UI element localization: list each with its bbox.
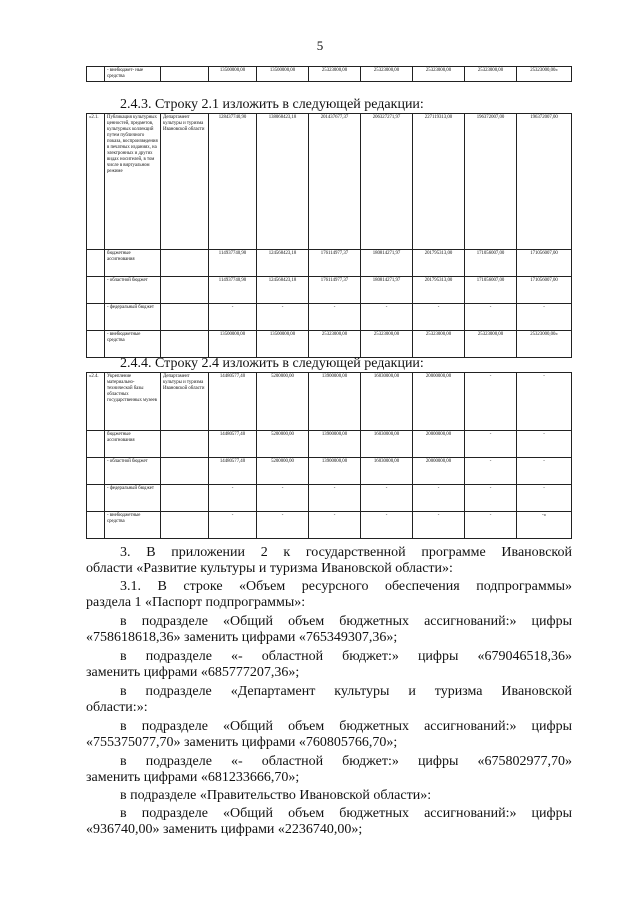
value-cell: 20000000,00 xyxy=(413,373,465,431)
value-cell: - xyxy=(517,485,572,512)
table-row xyxy=(87,331,572,358)
value-cell: - xyxy=(413,485,465,512)
department-cell xyxy=(161,250,209,277)
row-name-cell: - областной бюджет xyxy=(105,458,161,485)
paragraph-line: области:»: xyxy=(86,700,148,715)
paragraph-line: «758618618,36» заменить цифрами «765349307,36»; xyxy=(86,630,398,645)
value-cell: 5200000,00 xyxy=(257,373,309,431)
paragraph-line: в подразделе «- областной бюджет:» цифры «675802977,70» xyxy=(120,754,572,769)
value-cell: 13500000,00 xyxy=(209,331,257,358)
value-cell: 16030000,00 xyxy=(361,373,413,431)
row-name-cell: бюджетные ассигнования xyxy=(105,250,161,277)
value-cell: 25323000,00 xyxy=(309,67,361,82)
row-number-cell xyxy=(87,485,105,512)
row-number-cell xyxy=(87,512,105,539)
row-name-cell: - федеральный бюджет xyxy=(105,485,161,512)
row-name-cell: - областной бюджет xyxy=(105,277,161,304)
value-cell: 25323000,00 xyxy=(413,331,465,358)
value-cell: - xyxy=(465,304,517,331)
paragraph-government xyxy=(86,788,572,804)
value-cell: 25323000,00 xyxy=(465,331,517,358)
value-cell: 227119313,00 xyxy=(413,114,465,250)
table-row xyxy=(87,485,572,512)
heading-row-2-4: 2.4.4. Строку 2.4 изложить в следующей редакции: xyxy=(120,356,424,371)
value-cell: - xyxy=(257,304,309,331)
row-name-cell: Укрепление материально-технической базы областных государственных музеев xyxy=(105,373,161,431)
value-cell: 13500000,00 xyxy=(209,67,257,82)
value-cell: 25323000,00» xyxy=(517,67,572,82)
paragraph-line: в подразделе «Правительство Ивановской области»: xyxy=(120,788,432,803)
value-cell: 201437677,37 xyxy=(309,114,361,250)
paragraph-line: в подразделе «Общий объем бюджетных ассигнований:» цифры xyxy=(120,614,572,629)
value-cell: - xyxy=(309,485,361,512)
value-cell: 201795313,00 xyxy=(413,250,465,277)
value-cell: 171056007,00 xyxy=(517,250,572,277)
value-cell: 124568423,18 xyxy=(257,277,309,304)
value-cell: 13900000,00 xyxy=(309,431,361,458)
paragraph-total-2 xyxy=(86,719,572,751)
value-cell: 124568423,18 xyxy=(257,250,309,277)
table-row xyxy=(87,373,572,431)
table-row-2-4 xyxy=(86,372,572,539)
department-cell: Департамент культуры и туризма Ивановской области xyxy=(161,373,209,431)
value-cell: 196372007,00 xyxy=(465,114,517,250)
department-cell xyxy=(161,331,209,358)
table-row-2-1 xyxy=(86,113,572,358)
row-name-cell: бюджетные ассигнования xyxy=(105,431,161,458)
row-number-cell xyxy=(87,458,105,485)
paragraph-3 xyxy=(86,545,572,577)
value-cell: - xyxy=(517,373,572,431)
value-cell: 176114977,37 xyxy=(309,250,361,277)
value-cell: - xyxy=(465,431,517,458)
paragraph-line: в подразделе «- областной бюджет:» цифры «679046518,36» xyxy=(120,649,572,664)
department-cell: Департамент культуры и туризма Ивановской области xyxy=(161,114,209,250)
value-cell: 13500000,00 xyxy=(257,67,309,82)
paragraph-line: «936740,00» заменить цифрами «2236740,00»; xyxy=(86,822,363,837)
value-cell: 128437740,90 xyxy=(209,114,257,250)
value-cell: 25323000,00 xyxy=(361,67,413,82)
value-cell: 13500000,00 xyxy=(257,331,309,358)
value-cell: - xyxy=(361,304,413,331)
value-cell: - xyxy=(465,373,517,431)
value-cell: 14480577,40 xyxy=(209,458,257,485)
value-cell: 180814271,97 xyxy=(361,250,413,277)
value-cell: - xyxy=(309,304,361,331)
row-name-cell: - внебюджетные средства xyxy=(105,331,161,358)
value-cell: - xyxy=(413,512,465,539)
department-cell xyxy=(161,431,209,458)
paragraph-line: в подразделе «Департамент культуры и туризма Ивановской xyxy=(120,684,572,699)
value-cell: - xyxy=(361,512,413,539)
value-cell: 25323000,00» xyxy=(517,331,572,358)
value-cell: - xyxy=(465,458,517,485)
value-cell: 16030000,00 xyxy=(361,458,413,485)
department-cell xyxy=(161,277,209,304)
value-cell: - xyxy=(209,512,257,539)
value-cell: 180814271,97 xyxy=(361,277,413,304)
value-cell: 176114977,37 xyxy=(309,277,361,304)
value-cell: - xyxy=(517,304,572,331)
value-cell: 5200000,00 xyxy=(257,458,309,485)
department-cell xyxy=(161,485,209,512)
value-cell: - xyxy=(413,304,465,331)
paragraph-line: раздела 1 «Паспорт подпрограммы»: xyxy=(86,595,306,610)
paragraph-line: заменить цифрами «685777207,36»; xyxy=(86,665,300,680)
row-number-cell xyxy=(87,431,105,458)
department-cell xyxy=(161,512,209,539)
value-cell: 171056007,00 xyxy=(465,250,517,277)
value-cell: - xyxy=(209,304,257,331)
value-cell: 114937740,90 xyxy=(209,250,257,277)
paragraph-line: в подразделе «Общий объем бюджетных ассигнований:» цифры xyxy=(120,806,572,821)
value-cell: 25323000,00 xyxy=(361,331,413,358)
paragraph-3-1 xyxy=(86,579,572,611)
value-cell: 196372007,00 xyxy=(517,114,572,250)
table-row xyxy=(87,304,572,331)
value-cell: 171056007,00 xyxy=(465,277,517,304)
table-row xyxy=(87,114,572,250)
paragraph-total-3 xyxy=(86,806,572,838)
row-number-cell xyxy=(87,304,105,331)
paragraph-total-1 xyxy=(86,614,572,646)
value-cell: 25323000,00 xyxy=(413,67,465,82)
value-cell: 25323000,00 xyxy=(465,67,517,82)
paragraph-regional-2 xyxy=(86,754,572,786)
table-row xyxy=(87,512,572,539)
value-cell: - xyxy=(465,512,517,539)
paragraph-department xyxy=(86,684,572,716)
value-cell: 13900000,00 xyxy=(309,373,361,431)
value-cell: - xyxy=(465,485,517,512)
row-number-cell xyxy=(87,277,105,304)
paragraph-line: 3. В приложении 2 к государственной программе Ивановской xyxy=(120,545,572,560)
value-cell: 138068423,18 xyxy=(257,114,309,250)
value-cell: - xyxy=(257,485,309,512)
paragraph-line: в подразделе «Общий объем бюджетных ассигнований:» цифры xyxy=(120,719,572,734)
value-cell: 20000000,00 xyxy=(413,431,465,458)
value-cell: - xyxy=(517,431,572,458)
row-number-cell xyxy=(87,250,105,277)
value-cell: - xyxy=(517,458,572,485)
value-cell: 114937740,90 xyxy=(209,277,257,304)
table-row xyxy=(87,277,572,304)
value-cell: -» xyxy=(517,512,572,539)
paragraph-line: «755375077,70» заменить цифрами «760805766,70»; xyxy=(86,735,398,750)
department-cell xyxy=(161,67,209,82)
value-cell: 14480577,40 xyxy=(209,431,257,458)
value-cell: - xyxy=(361,485,413,512)
value-cell: 206327271,97 xyxy=(361,114,413,250)
page-number: 5 xyxy=(316,38,324,53)
row-number-cell xyxy=(87,67,105,82)
value-cell: 20000000,00 xyxy=(413,458,465,485)
value-cell: 16030000,00 xyxy=(361,431,413,458)
paragraph-line: заменить цифрами «681233666,70»; xyxy=(86,770,300,785)
value-cell: - xyxy=(309,512,361,539)
table-row xyxy=(87,431,572,458)
value-cell: - xyxy=(257,512,309,539)
row-name-cell: - внебюджетные средства xyxy=(105,512,161,539)
department-cell xyxy=(161,458,209,485)
row-name-cell: Публикация культурных ценностей, предметов, культурных коллекций путем публичного показа, воспроизведения в печатных изданиях, на электронных и других видах носителей, в том числе в виртуальном режиме xyxy=(105,114,161,250)
heading-row-2-1: 2.4.3. Строку 2.1 изложить в следующей редакции: xyxy=(120,97,424,112)
value-cell: - xyxy=(209,485,257,512)
row-number-cell xyxy=(87,331,105,358)
row-number-cell: «2.4. xyxy=(87,373,105,431)
paragraph-line: 3.1. В строке «Объем ресурсного обеспечения подпрограммы» xyxy=(120,579,572,594)
value-cell: 201795313,00 xyxy=(413,277,465,304)
table-continuation xyxy=(86,66,572,82)
paragraph-line: области «Развитие культуры и туризма Ивановской области»: xyxy=(86,561,453,576)
value-cell: 171056007,00 xyxy=(517,277,572,304)
row-name-cell: - внебюджет- ные средства xyxy=(105,67,161,82)
table-row xyxy=(87,458,572,485)
table-row xyxy=(87,250,572,277)
row-name-cell: - федеральный бюджет xyxy=(105,304,161,331)
value-cell: 14480577,40 xyxy=(209,373,257,431)
row-number-cell: «2.1. xyxy=(87,114,105,250)
department-cell xyxy=(161,304,209,331)
paragraph-regional-1 xyxy=(86,649,572,681)
value-cell: 25323000,00 xyxy=(309,331,361,358)
value-cell: 13900000,00 xyxy=(309,458,361,485)
table-row xyxy=(87,67,572,82)
value-cell: 5200000,00 xyxy=(257,431,309,458)
